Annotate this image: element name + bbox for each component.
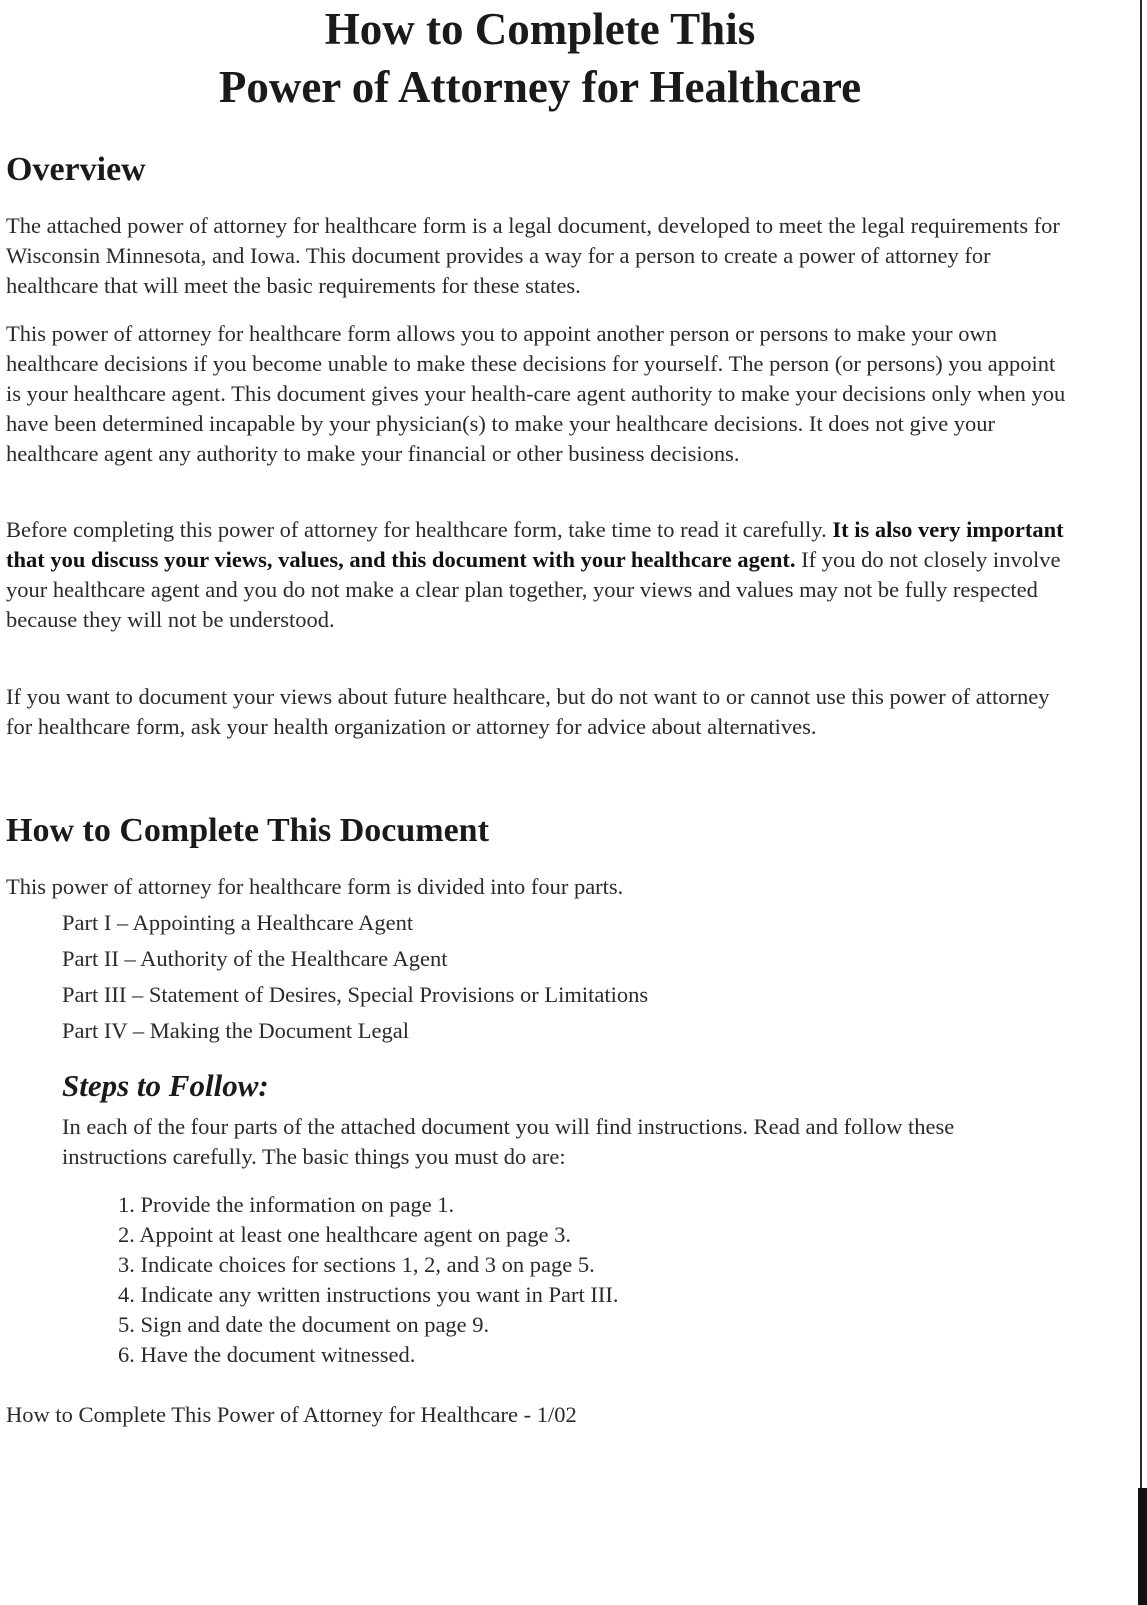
step-item: 2. Appoint at least one healthcare agent on page 3. xyxy=(118,1222,571,1247)
steps-heading: Steps to Follow: xyxy=(62,1068,269,1103)
overview-paragraph-3 xyxy=(6,515,1066,635)
steps-intro: In each of the four parts of the attached document you will find instructions. Read and follow these instructions carefully. The basic things you must do are: xyxy=(62,1114,955,1169)
scan-edge-mark xyxy=(1138,1488,1147,1605)
step-item: 3. Indicate choices for sections 1, 2, and 3 on page 5. xyxy=(118,1252,595,1277)
page-footer: How to Complete This Power of Attorney for Healthcare - 1/02 xyxy=(6,1402,577,1427)
title-line-1: How to Complete This xyxy=(324,4,756,54)
part-item: Part I – Appointing a Healthcare Agent xyxy=(62,910,414,935)
overview-paragraph-1: The attached power of attorney for healthcare form is a legal document, developed to meet the legal requirements for Wisconsin Minnesota, and Iowa. This document provides a way for a person to create a power of attorney for healthcare that will meet the basic requirements for these states. xyxy=(6,213,1060,298)
page-title xyxy=(0,0,1080,116)
paragraph-3-end: If you do not closely involve your healthcare agent and you do not make a clear plan together, your views and values may not be fully respected because they will not be understood. xyxy=(6,547,1061,632)
overview-paragraph-2: This power of attorney for healthcare form allows you to appoint another person or persons to make your own healthcare decisions if you become unable to make these decisions for yourself. The person (or persons) you appoint is your healthcare agent. This document gives your health-care agent authority to make your decisions only when you have been determined incapable by your physician(s) to make your healthcare decisions. It does not give your healthcare agent any authority to make your financial or other business decisions. xyxy=(6,321,1066,466)
how-to-intro: This power of attorney for healthcare form is divided into four parts. xyxy=(6,874,624,899)
part-item: Part II – Authority of the Healthcare Agent xyxy=(62,946,448,971)
overview-heading: Overview xyxy=(6,151,146,188)
scan-edge-line xyxy=(1140,0,1142,1605)
part-item: Part III – Statement of Desires, Special Provisions or Limitations xyxy=(62,982,649,1007)
paragraph-3-start: Before completing this power of attorney for healthcare form, take time to read it carefully. xyxy=(6,517,833,542)
step-item: 6. Have the document witnessed. xyxy=(118,1342,416,1367)
how-to-heading: How to Complete This Document xyxy=(6,812,489,849)
step-item: 1. Provide the information on page 1. xyxy=(118,1192,455,1217)
paragraph-3-emphasis: It is also very important that you discuss your views, values, and this document with your healthcare agent. xyxy=(6,517,1064,572)
step-item: 4. Indicate any written instructions you want in Part III. xyxy=(118,1282,619,1307)
step-item: 5. Sign and date the document on page 9. xyxy=(118,1312,490,1337)
title-line-2: Power of Attorney for Healthcare xyxy=(218,62,862,112)
part-item: Part IV – Making the Document Legal xyxy=(62,1018,410,1043)
overview-paragraph-4: If you want to document your views about future healthcare, but do not want to or cannot use this power of attorney for healthcare form, ask your health organization or attorney for advice about alternatives. xyxy=(6,684,1050,739)
